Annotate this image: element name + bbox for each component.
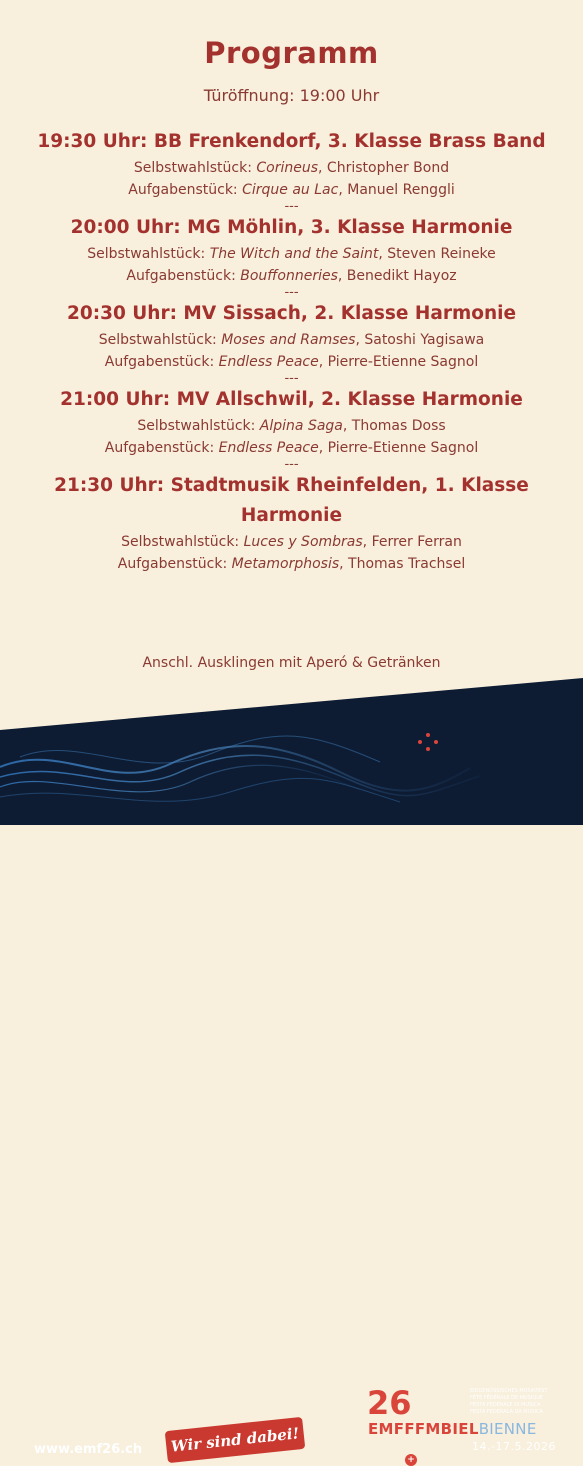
entry-heading: 21:30 Uhr: Stadtmusik Rheinfelden, 1. Klasse xyxy=(54,475,529,496)
festival-name-lines xyxy=(470,1388,570,1416)
own-choice-title: The Witch and the Saint xyxy=(209,246,379,262)
logo-biel: BIEL xyxy=(440,1420,479,1438)
set-piece-title: Cirque au Lac xyxy=(242,182,339,198)
own-choice-title: Luces y Sombras xyxy=(243,534,363,550)
own-choice-title: Corineus xyxy=(256,160,319,176)
festival-logo-number: 26 xyxy=(367,1384,412,1422)
own-choice-composer: , Satoshi Yagisawa xyxy=(355,332,485,348)
entry-heading-continued: Harmonie xyxy=(240,505,343,526)
set-piece-label: Aufgabenstück: xyxy=(117,556,232,572)
festival-line: FESTA FEDERALA DA MUSICA xyxy=(470,1409,543,1415)
program-entry xyxy=(0,471,583,575)
festival-logo-wordmark xyxy=(368,1420,537,1438)
own-choice-composer: , Steven Reineke xyxy=(378,246,496,262)
set-piece xyxy=(0,179,583,201)
separator: --- xyxy=(284,285,299,300)
own-choice-piece xyxy=(0,243,583,265)
swiss-cross-icon: + xyxy=(405,1454,417,1466)
program-list xyxy=(0,127,583,575)
own-choice-label: Selbstwahlstück: xyxy=(133,160,257,176)
logo-bienne: BIENNE xyxy=(478,1420,537,1438)
own-choice-title: Alpina Saga xyxy=(259,418,343,434)
set-piece xyxy=(0,265,583,287)
set-piece-title: Bouffonneries xyxy=(240,268,338,284)
set-piece-label: Aufgabenstück: xyxy=(104,440,219,456)
logo-emf: EMF xyxy=(368,1420,405,1438)
own-choice-label: Selbstwahlstück: xyxy=(137,418,260,434)
entry-heading: 21:00 Uhr: MV Allschwil, 2. Klasse Harmonie xyxy=(60,389,523,410)
doors-open-time: Türöffnung: 19:00 Uhr xyxy=(203,86,380,105)
set-piece-composer: , Thomas Trachsel xyxy=(339,556,466,572)
separator: --- xyxy=(284,457,299,472)
website-link[interactable]: www.emf26.ch xyxy=(34,1442,143,1457)
set-piece xyxy=(0,553,583,575)
entry-heading: 19:30 Uhr: BB Frenkendorf, 3. Klasse Brass Band xyxy=(37,131,546,152)
set-piece-composer: , Benedikt Hayoz xyxy=(337,268,457,284)
festival-line: FESTA FEDERALE DI MUSICA xyxy=(470,1402,541,1408)
page-title: Programm xyxy=(204,36,379,70)
program-entry xyxy=(0,299,583,385)
logo-ffm: FFM xyxy=(404,1420,441,1438)
own-choice-piece xyxy=(0,157,583,179)
entry-heading: 20:00 Uhr: MG Möhlin, 3. Klasse Harmonie xyxy=(70,217,513,238)
own-choice-label: Selbstwahlstück: xyxy=(98,332,222,348)
festival-footer xyxy=(0,672,583,1465)
own-choice-composer: , Christopher Bond xyxy=(318,160,450,176)
own-choice-piece xyxy=(0,531,583,553)
separator: --- xyxy=(284,199,299,214)
own-choice-composer: , Thomas Doss xyxy=(342,418,446,434)
program-entry xyxy=(0,213,583,299)
closing-note: Anschl. Ausklingen mit Aperó & Getränken xyxy=(142,655,441,671)
set-piece-label: Aufgabenstück: xyxy=(128,182,243,198)
own-choice-composer: , Ferrer Ferran xyxy=(362,534,462,550)
set-piece-composer: , Pierre-Etienne Sagnol xyxy=(318,440,479,456)
program-entry xyxy=(0,385,583,471)
set-piece-title: Endless Peace xyxy=(218,354,319,370)
own-choice-label: Selbstwahlstück: xyxy=(121,534,244,550)
own-choice-label: Selbstwahlstück: xyxy=(87,246,210,262)
own-choice-title: Moses and Ramses xyxy=(221,332,356,348)
entry-heading: 20:30 Uhr: MV Sissach, 2. Klasse Harmonie xyxy=(66,303,517,324)
participation-badge: Wir sind dabei! xyxy=(165,1417,306,1463)
set-piece-title: Metamorphosis xyxy=(231,556,340,572)
set-piece-title: Endless Peace xyxy=(218,440,319,456)
festival-line: EIDGENÖSSISCHES MUSIKFEST xyxy=(470,1388,548,1394)
program-entry xyxy=(0,127,583,213)
separator: --- xyxy=(284,371,299,386)
set-piece-composer: , Pierre-Etienne Sagnol xyxy=(318,354,479,370)
festival-line: FÊTE FÉDÉRALE DE MUSIQUE xyxy=(470,1395,544,1401)
set-piece-label: Aufgabenstück: xyxy=(104,354,219,370)
set-piece xyxy=(0,437,583,459)
set-piece-composer: , Manuel Renggli xyxy=(338,182,455,198)
footer-wave-background xyxy=(0,672,583,825)
set-piece-label: Aufgabenstück: xyxy=(126,268,241,284)
own-choice-piece xyxy=(0,415,583,437)
set-piece xyxy=(0,351,583,373)
festival-dates: 14.-17.5.2026 xyxy=(472,1440,556,1453)
own-choice-piece xyxy=(0,329,583,351)
